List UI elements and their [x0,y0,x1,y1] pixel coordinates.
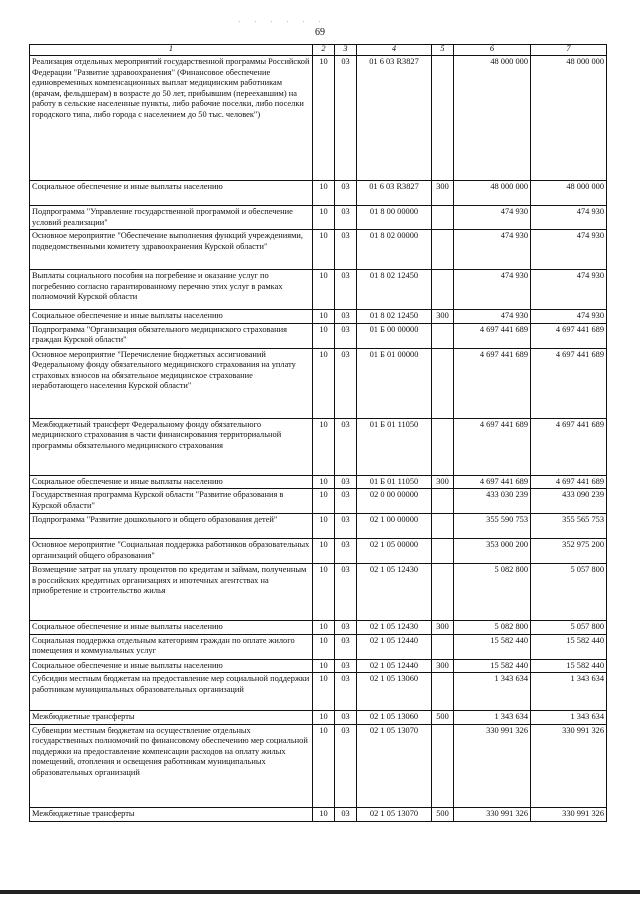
expense-type-cell: 300 [432,475,454,489]
target-article-cell: 02 1 05 00000 [357,539,432,564]
amount-year2-cell: 15 582 440 [531,659,607,673]
amount-year2-cell: 1 343 634 [531,711,607,725]
table-row [30,724,607,807]
header-cell: 2 [313,45,335,56]
budget-table [29,44,607,822]
row-name-cell: Социальное обеспечение и иные выплаты населению [30,659,313,673]
amount-year2-cell: 352 975 200 [531,539,607,564]
table-row [30,418,607,475]
table-row [30,634,607,659]
row-name-cell: Социальное обеспечение и иные выплаты населению [30,621,313,635]
amount-year2-cell: 15 582 440 [531,634,607,659]
expense-type-cell [432,56,454,181]
section-cell: 10 [313,270,335,310]
subsection-cell: 03 [335,230,357,270]
section-cell: 10 [313,634,335,659]
section-cell: 10 [313,621,335,635]
amount-year2-cell: 4 697 441 689 [531,348,607,418]
subsection-cell: 03 [335,564,357,621]
page-number: 69 [315,27,325,38]
row-name-cell: Межбюджетные трансферты [30,711,313,725]
subsection-cell: 03 [335,634,357,659]
amount-year2-cell: 5 057 800 [531,621,607,635]
table-row [30,711,607,725]
amount-year1-cell: 15 582 440 [454,634,531,659]
subsection-cell: 03 [335,181,357,206]
amount-year1-cell: 4 697 441 689 [454,323,531,348]
row-name-cell: Подпрограмма "Организация обязательного медицинского страхования граждан Курской области" [30,323,313,348]
table-row [30,475,607,489]
row-name-cell: Основное мероприятие "Обеспечение выполнения функций учреждениями, подведомственными комитету здравоохранения Курской области" [30,230,313,270]
table-row [30,539,607,564]
amount-year1-cell: 4 697 441 689 [454,475,531,489]
table-row [30,807,607,821]
top-marks: · · · · · · [238,18,327,26]
section-cell: 10 [313,348,335,418]
section-cell: 10 [313,514,335,539]
amount-year1-cell: 1 343 634 [454,711,531,725]
section-cell: 10 [313,230,335,270]
subsection-cell: 03 [335,323,357,348]
subsection-cell: 03 [335,807,357,821]
amount-year2-cell: 330 991 326 [531,724,607,807]
section-cell: 10 [313,673,335,711]
target-article-cell: 02 1 05 13070 [357,724,432,807]
expense-type-cell [432,539,454,564]
amount-year2-cell: 433 090 239 [531,489,607,514]
table-header-row [30,45,607,56]
expense-type-cell: 500 [432,711,454,725]
section-cell: 10 [313,564,335,621]
amount-year1-cell: 5 082 800 [454,621,531,635]
amount-year1-cell: 5 082 800 [454,564,531,621]
target-article-cell: 01 8 02 12450 [357,310,432,324]
table-row [30,270,607,310]
target-article-cell: 01 6 03 R3827 [357,56,432,181]
expense-type-cell [432,634,454,659]
subsection-cell: 03 [335,514,357,539]
section-cell: 10 [313,206,335,230]
table-row [30,673,607,711]
target-article-cell: 01 8 02 12450 [357,270,432,310]
header-cell: 6 [454,45,531,56]
row-name-cell: Государственная программа Курской области "Развитие образования в Курской области" [30,489,313,514]
table-row [30,489,607,514]
section-cell: 10 [313,310,335,324]
section-cell: 10 [313,539,335,564]
amount-year2-cell: 474 930 [531,310,607,324]
target-article-cell: 01 6 03 R3827 [357,181,432,206]
amount-year1-cell: 1 343 634 [454,673,531,711]
table-row [30,621,607,635]
amount-year1-cell: 355 590 753 [454,514,531,539]
amount-year2-cell: 48 000 000 [531,56,607,181]
amount-year2-cell: 4 697 441 689 [531,418,607,475]
row-name-cell: Выплаты социального пособия на погребение и оказание услуг по погребению согласно гарантированному перечню этих услуг в рамках полномочий Курской области [30,270,313,310]
target-article-cell: 01 8 00 00000 [357,206,432,230]
table-row [30,514,607,539]
target-article-cell: 02 1 05 12440 [357,659,432,673]
section-cell: 10 [313,807,335,821]
table-row [30,181,607,206]
subsection-cell: 03 [335,539,357,564]
section-cell: 10 [313,659,335,673]
row-name-cell: Социальное обеспечение и иные выплаты населению [30,475,313,489]
subsection-cell: 03 [335,206,357,230]
row-name-cell: Основное мероприятие "Перечисление бюджетных ассигнований Федеральному фонду обязательного медицинского страхования на уплату страховых взносов на обязательное медицинское страхование неработающего населения Курской области" [30,348,313,418]
header-cell: 7 [531,45,607,56]
subsection-cell: 03 [335,711,357,725]
target-article-cell: 01 Б 01 11050 [357,418,432,475]
target-article-cell: 02 1 00 00000 [357,514,432,539]
amount-year1-cell: 330 991 326 [454,807,531,821]
amount-year1-cell: 4 697 441 689 [454,418,531,475]
amount-year1-cell: 474 930 [454,206,531,230]
amount-year1-cell: 353 000 200 [454,539,531,564]
table-row [30,323,607,348]
amount-year2-cell: 48 000 000 [531,181,607,206]
section-cell: 10 [313,418,335,475]
section-cell: 10 [313,724,335,807]
expense-type-cell: 500 [432,807,454,821]
expense-type-cell: 300 [432,659,454,673]
expense-type-cell: 300 [432,621,454,635]
amount-year1-cell: 48 000 000 [454,56,531,181]
target-article-cell: 02 0 00 00000 [357,489,432,514]
subsection-cell: 03 [335,621,357,635]
row-name-cell: Межбюджетный трансферт Федеральному фонду обязательного медицинского страхования в части финансирования территориальной программы обязательного медицинского страхования [30,418,313,475]
amount-year2-cell: 4 697 441 689 [531,475,607,489]
subsection-cell: 03 [335,724,357,807]
row-name-cell: Социальная поддержка отдельным категориям граждан по оплате жилого помещения и коммунальных услуг [30,634,313,659]
expense-type-cell [432,230,454,270]
expense-type-cell [432,564,454,621]
target-article-cell: 02 1 05 13070 [357,807,432,821]
expense-type-cell: 300 [432,310,454,324]
target-article-cell: 01 Б 01 00000 [357,348,432,418]
target-article-cell: 02 1 05 12430 [357,564,432,621]
section-cell: 10 [313,181,335,206]
section-cell: 10 [313,56,335,181]
row-name-cell: Социальное обеспечение и иные выплаты населению [30,181,313,206]
amount-year2-cell: 474 930 [531,270,607,310]
subsection-cell: 03 [335,489,357,514]
section-cell: 10 [313,489,335,514]
section-cell: 10 [313,475,335,489]
expense-type-cell [432,270,454,310]
amount-year2-cell: 5 057 800 [531,564,607,621]
subsection-cell: 03 [335,418,357,475]
row-name-cell: Социальное обеспечение и иные выплаты населению [30,310,313,324]
amount-year1-cell: 474 930 [454,230,531,270]
expense-type-cell [432,206,454,230]
table-row [30,348,607,418]
row-name-cell: Подпрограмма "Управление государственной программой и обеспечение условий реализации" [30,206,313,230]
amount-year2-cell: 1 343 634 [531,673,607,711]
target-article-cell: 01 8 02 00000 [357,230,432,270]
amount-year2-cell: 4 697 441 689 [531,323,607,348]
row-name-cell: Возмещение затрат на уплату процентов по кредитам и займам, полученным в российских кредитных организациях и ипотечных агентствах на приобретение и строительство жилья [30,564,313,621]
amount-year2-cell: 474 930 [531,230,607,270]
expense-type-cell [432,489,454,514]
expense-type-cell [432,514,454,539]
table-row [30,310,607,324]
expense-type-cell [432,418,454,475]
subsection-cell: 03 [335,659,357,673]
section-cell: 10 [313,323,335,348]
amount-year2-cell: 355 565 753 [531,514,607,539]
expense-type-cell [432,323,454,348]
header-cell: 1 [30,45,313,56]
target-article-cell: 01 Б 01 11050 [357,475,432,489]
amount-year1-cell: 48 000 000 [454,181,531,206]
subsection-cell: 03 [335,270,357,310]
header-cell: 5 [432,45,454,56]
amount-year1-cell: 15 582 440 [454,659,531,673]
table-row [30,230,607,270]
amount-year1-cell: 474 930 [454,310,531,324]
row-name-cell: Субвенции местным бюджетам на осуществление отдельных государственных полномочий по финансовому обеспечению мер социальной поддержки на предоставление компенсации расходов на оплату жилых помещений, отопления и освещения работникам муниципальных образовательных организаций [30,724,313,807]
bottom-rule [0,890,640,894]
subsection-cell: 03 [335,673,357,711]
header-cell: 3 [335,45,357,56]
row-name-cell: Субсидии местным бюджетам на предоставление мер социальной поддержки работникам муниципальных образовательных организаций [30,673,313,711]
row-name-cell: Реализация отдельных мероприятий государственной программы Российской Федерации "Развитие здравоохранения" (Финансовое обеспечение единовременных компенсационных выплат медицинским работникам (врачам, фельдшерам) в возрасте до 50 лет, прибывшим (переехавшим) на работу в сельские населенные пункты, либо рабочие поселки, либо поселки городского типа, либо города с населением до 50 тыс. человек") [30,56,313,181]
table-row [30,206,607,230]
target-article-cell: 02 1 05 12430 [357,621,432,635]
row-name-cell: Основное мероприятие "Социальная поддержка работников образовательных организаций общего образования" [30,539,313,564]
amount-year1-cell: 474 930 [454,270,531,310]
expense-type-cell [432,673,454,711]
subsection-cell: 03 [335,348,357,418]
subsection-cell: 03 [335,310,357,324]
header-cell: 4 [357,45,432,56]
section-cell: 10 [313,711,335,725]
subsection-cell: 03 [335,475,357,489]
table-row [30,56,607,181]
amount-year1-cell: 330 991 326 [454,724,531,807]
amount-year1-cell: 4 697 441 689 [454,348,531,418]
amount-year2-cell: 474 930 [531,206,607,230]
row-name-cell: Межбюджетные трансферты [30,807,313,821]
table-row [30,564,607,621]
target-article-cell: 02 1 05 13060 [357,711,432,725]
amount-year1-cell: 433 030 239 [454,489,531,514]
row-name-cell: Подпрограмма "Развитие дошкольного и общего образования детей" [30,514,313,539]
expense-type-cell [432,348,454,418]
expense-type-cell [432,724,454,807]
subsection-cell: 03 [335,56,357,181]
target-article-cell: 01 Б 00 00000 [357,323,432,348]
target-article-cell: 02 1 05 12440 [357,634,432,659]
target-article-cell: 02 1 05 13060 [357,673,432,711]
expense-type-cell: 300 [432,181,454,206]
table-row [30,659,607,673]
amount-year2-cell: 330 991 326 [531,807,607,821]
